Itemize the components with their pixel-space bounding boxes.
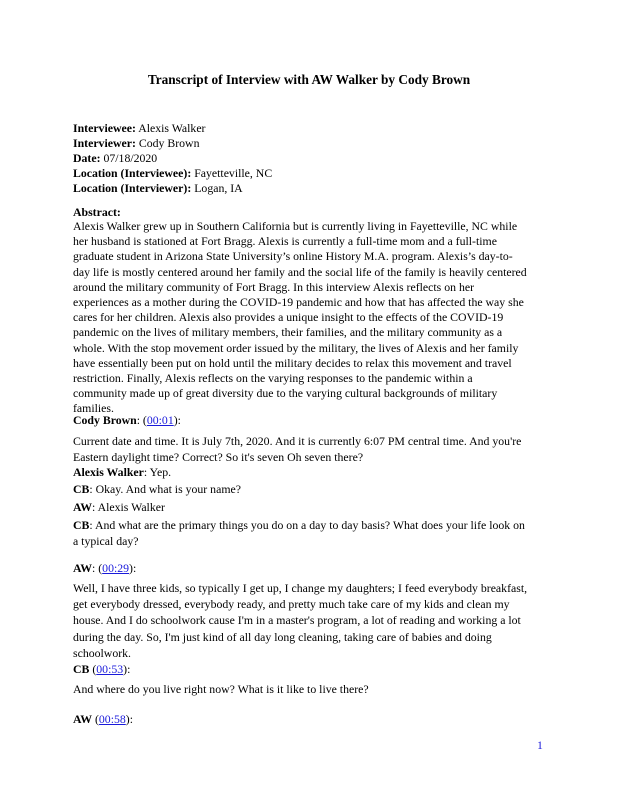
abstract-line: her husband is stationed at Fort Bragg. Alexis is currently a full-time mom and a full-time: [73, 234, 497, 249]
speaker-heading: CB (00:53):: [73, 662, 131, 676]
timestamp-link[interactable]: 00:58: [98, 712, 126, 726]
abstract-heading: Abstract:: [73, 205, 121, 219]
speaker-heading: Cody Brown: (00:01):: [73, 413, 181, 427]
transcript-paragraph: Current date and time. It is July 7th, 2020. And it is currently 6:07 PM central time. And you're Eastern daylight time? Correct? So it's seven Oh seven there?: [73, 434, 522, 465]
meta-date: Date: 07/18/2020: [73, 151, 158, 165]
timestamp-link[interactable]: 00:29: [102, 561, 130, 575]
speaker-heading: AW: (00:29):: [73, 561, 137, 575]
meta-location-interviewer: Location (Interviewer): Logan, IA: [73, 181, 243, 195]
abstract-text: [73, 219, 553, 417]
transcript-line: And where do you live right now? What is it like to live there?: [73, 682, 369, 696]
abstract-line: Alexis Walker grew up in Southern California but is currently living in Fayetteville, NC while: [73, 219, 518, 233]
transcript-paragraph: CB: And what are the primary things you do on a day to day basis? What does your life look on a typical day?: [73, 518, 525, 549]
interview-metadata: [73, 121, 272, 196]
abstract-line: around the military community of Fort Bragg. In this interview Alexis reflects on her: [73, 279, 475, 294]
page-number: 1: [537, 738, 543, 752]
meta-location-interviewee: Location (Interviewee): Fayetteville, NC: [73, 166, 273, 180]
abstract-line: whole. With the stop movement order issued by the military, the lives of Alexis and her family: [73, 340, 519, 355]
meta-interviewer: Interviewer: Cody Brown: [73, 136, 200, 150]
transcript-line: CB: Okay. And what is your name?: [73, 482, 241, 496]
abstract-line: families.: [73, 401, 114, 416]
abstract-line: community made up of great diversity due to the varying cultural backgrounds of military: [73, 386, 498, 401]
transcript-line: AW: Alexis Walker: [73, 500, 165, 514]
speaker-heading: AW (00:58):: [73, 712, 133, 726]
transcript-paragraph: Well, I have three kids, so typically I get up, I change my daughters; I feed everybody breakfast, get everybody dressed, everybody ready, and pretty much take care of my kids and clean my house. And I do schoolwork cause I'm in a master's program, a lot of reading and working a lot during the day. So, I'm just kind of all day long cleaning, taking care of babies and doing schoolwork.: [73, 581, 528, 660]
transcript-line: Alexis Walker: Yep.: [73, 465, 172, 479]
document-title: Transcript of Interview with AW Walker by Cody Brown: [147, 72, 471, 87]
abstract-line: pandemic on the lives of military members, their families, and the military community as a: [73, 325, 503, 340]
timestamp-link[interactable]: 00:01: [146, 413, 174, 427]
timestamp-link[interactable]: 00:53: [96, 662, 124, 676]
abstract-line: graduate student in Arizona State University’s online History M.A. program. Alexis’s day-to-: [73, 249, 513, 264]
abstract-line: have essentially been put on hold until the military decides to relax this movement and travel: [73, 355, 512, 370]
abstract-line: cares for her children. Alexis also provides a unique insight to the effects of the COVID-19: [73, 310, 504, 325]
abstract-line: restriction. Finally, Alexis reflects on the varying responses to the pandemic within a: [73, 371, 473, 386]
abstract-line: experiences as a mother during the COVID-19 pandemic and how that has affected the way she: [73, 295, 524, 310]
meta-interviewee: Interviewee: Alexis Walker: [73, 121, 206, 135]
abstract-line: day life is mostly centered around her family and the social life of the family is heavily centered: [73, 264, 527, 279]
